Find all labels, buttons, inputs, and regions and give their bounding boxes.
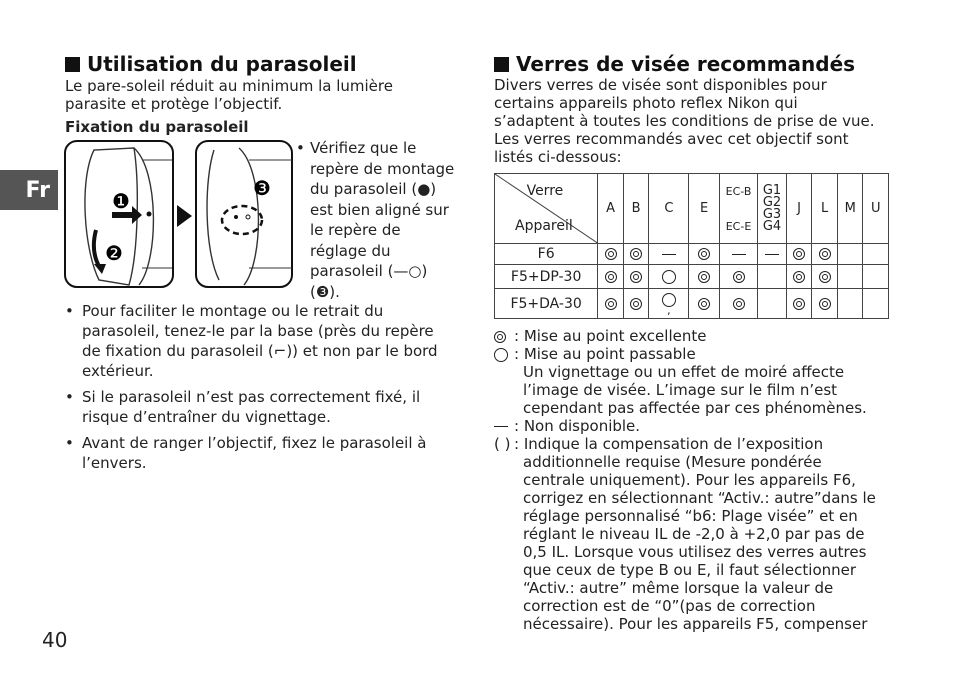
table-cell [623, 289, 649, 319]
acceptable-icon [494, 348, 508, 362]
step-2-marker: ❷ [105, 241, 123, 265]
legend [494, 327, 894, 633]
excellent-icon [630, 248, 642, 260]
header-line: G4 [762, 218, 782, 234]
legend-extra-line: centrale uniquement). Pour les appareils F6, [523, 471, 856, 489]
excellent-icon [793, 298, 805, 310]
acceptable-icon [662, 270, 676, 284]
table-cell [812, 244, 838, 265]
hood-intro [65, 77, 393, 113]
legend-item [494, 417, 894, 435]
camera-cell: F5+DP-30 [495, 265, 598, 289]
corner-top-label: Verre [526, 183, 564, 199]
hood-notes-list [65, 301, 475, 479]
lens-outline-2 [239, 148, 258, 285]
hood-subtitle: Fixation du parasoleil [65, 118, 249, 136]
table-cell [598, 265, 624, 289]
hood-outline-2 [207, 150, 219, 280]
table-header-cell: J [786, 174, 812, 244]
section-square-icon [65, 57, 80, 72]
header-line: EC-E [725, 219, 752, 233]
table-cell [649, 289, 689, 319]
excellent-icon [793, 271, 805, 283]
mount-dot [147, 212, 152, 217]
table-header-cell: L [812, 174, 838, 244]
excellent-icon [630, 271, 642, 283]
excellent-icon [630, 298, 642, 310]
bullet-dot: • [296, 139, 305, 157]
camera-cell: F6 [495, 244, 598, 265]
legend-extra-line: que ceux de type B ou E, il faut sélectionner [523, 561, 857, 579]
alignment-note-line: le repère de [310, 221, 401, 239]
excellent-icon [733, 271, 745, 283]
legend-extra-line: l’image de visée. L’image sur le film n’est [523, 381, 838, 399]
alignment-note-line: parasoleil (—○) [310, 262, 428, 280]
note-item: • Si le parasoleil n’est pas correctement fixé, il risque d’entraîner du vignettage. [65, 388, 421, 426]
alignment-highlight [222, 206, 262, 234]
legend-text: : Non disponible. [514, 417, 641, 435]
table-cell [649, 265, 689, 289]
table-cell [786, 265, 812, 289]
table-cell [837, 289, 863, 319]
excellent-icon [494, 331, 506, 343]
table-cell [623, 244, 649, 265]
step-3-marker: ❸ [253, 176, 271, 200]
excellent-icon [733, 298, 745, 310]
table-cell [812, 265, 838, 289]
legend-text: : Mise au point passable [514, 345, 696, 363]
table-cell [598, 289, 624, 319]
section-title-hood [65, 52, 357, 76]
table-cell [719, 244, 757, 265]
table-cell [689, 244, 719, 265]
alignment-note-line: Vérifiez que le [310, 139, 417, 157]
parentheses-symbol: ( ) [494, 435, 511, 453]
alignment-note-line: (❸). [310, 282, 340, 301]
hood-intro-line: Le pare-soleil réduit au minimum la lumière [65, 77, 393, 95]
header-line: G3 [762, 206, 782, 222]
alignment-note-line: du parasoleil (●) [310, 180, 437, 198]
excellent-icon [819, 298, 831, 310]
hood-intro-line: parasite et protège l’objectif. [65, 95, 283, 113]
section-title-screens [494, 52, 855, 76]
legend-item [494, 435, 894, 633]
excellent-icon [793, 248, 805, 260]
note-item: • Pour faciliter le montage ou le retrait du parasoleil, tenez-le par la base (près du repère de fixation du parasoleil (⌐)) et non par le bord extérieur. [65, 302, 438, 380]
legend-text: : Mise au point excellente [514, 327, 707, 345]
table-header-cell-ec [719, 174, 757, 244]
table-header-cell: B [623, 174, 649, 244]
legend-extra-line: additionnelle requise (Mesure pondérée [523, 453, 822, 471]
table-cell [719, 289, 757, 319]
legend-item [494, 327, 894, 345]
header-line: G1 [762, 182, 782, 198]
unavailable-icon [732, 254, 746, 255]
unavailable-icon [662, 254, 676, 255]
excellent-icon [605, 271, 617, 283]
section-square-icon [494, 57, 509, 72]
excellent-icon [819, 271, 831, 283]
table-row [495, 289, 889, 319]
alignment-note [296, 138, 454, 302]
table-cell [649, 244, 689, 265]
camera-cell: F5+DA-30 [495, 289, 598, 319]
alignment-note-line: est bien aligné sur [310, 200, 449, 219]
alignment-note-line: réglage du [310, 241, 391, 260]
section-title-hood-text: Utilisation du parasoleil [87, 52, 357, 76]
section-title-screens-text: Verres de visée recommandés [516, 52, 856, 76]
rotate-arrow-icon [94, 230, 100, 268]
table-row [495, 265, 889, 289]
table-cell [786, 289, 812, 319]
table-cell [758, 244, 787, 265]
excellent-icon [605, 298, 617, 310]
table-cell [863, 289, 889, 319]
screens-intro-line: Les verres recommandés avec cet objectif sont [494, 130, 849, 148]
header-line: G2 [762, 194, 782, 210]
table-cell [598, 244, 624, 265]
screens-intro-line: certains appareils photo reflex Nikon qui [494, 94, 798, 112]
table-cell [719, 265, 757, 289]
legend-extra-line: correction est de “0”(pas de correction [523, 597, 816, 615]
screens-intro-line: listés ci-dessous: [494, 148, 622, 166]
unavailable-icon [494, 426, 508, 427]
step-1-marker: ❶ [112, 189, 130, 213]
table-cell [758, 265, 787, 289]
header-line: EC-B [725, 184, 752, 198]
table-cell [623, 265, 649, 289]
table-cell [863, 244, 889, 265]
legend-extra-line: “Activ.: autre” même lorsque la valeur de [523, 579, 834, 597]
table-header-cell: A [598, 174, 624, 244]
sequence-arrow-icon [177, 205, 192, 227]
table-cell [812, 289, 838, 319]
legend-extra-line: corrigez en sélectionnant “Activ.: autre”dans le [523, 489, 876, 507]
legend-extra-line: réglant le niveau IL de -2,0 à +2,0 par pas de [523, 525, 865, 543]
setting-mark [246, 215, 250, 219]
mount-dot [234, 215, 238, 219]
screens-table [494, 173, 889, 319]
table-header-cell: E [689, 174, 719, 244]
legend-extra-line: nécessaire). Pour les appareils F5, compenser [523, 615, 868, 633]
table-header-cell-g [758, 174, 787, 244]
legend-text: : Indique la compensation de l’exposition [514, 435, 824, 453]
excellent-icon [698, 298, 710, 310]
legend-extra-line: réglage personnalisé “b6: Plage visée” et en [523, 507, 858, 525]
alignment-note-line: repère de montage [310, 159, 455, 178]
table-cell [689, 265, 719, 289]
table-header-cell: C [649, 174, 689, 244]
comma-mark: , [667, 303, 671, 317]
legend-extra-line: cependant pas affectée par ces phénomènes. [523, 399, 867, 417]
table-cell [837, 265, 863, 289]
table-corner-cell [495, 174, 598, 244]
table-header-row [495, 174, 889, 244]
table-cell [689, 289, 719, 319]
excellent-icon [698, 248, 710, 260]
table-cell [758, 289, 787, 319]
screens-intro-line: Divers verres de visée sont disponibles pour [494, 76, 827, 94]
table-header-cell: U [863, 174, 889, 244]
excellent-icon [819, 248, 831, 260]
hood-attachment-figure [64, 140, 294, 290]
legend-item [494, 345, 894, 417]
page-number: 40 [42, 628, 68, 652]
corner-bottom-label: Appareil [515, 218, 573, 234]
note-item: • Avant de ranger l’objectif, fixez le parasoleil à l’envers. [65, 434, 427, 472]
table-row [495, 244, 889, 265]
excellent-icon [698, 271, 710, 283]
screens-intro [494, 76, 875, 166]
legend-extra-line: 0,5 IL. Lorsque vous utilisez des verres autres [523, 543, 867, 561]
screens-intro-line: s’adaptent à toutes les conditions de prise de vue. [494, 112, 875, 130]
legend-extra-line: Un vignettage ou un effet de moiré affecte [523, 363, 845, 381]
table-cell [863, 265, 889, 289]
table-header-cell: M [837, 174, 863, 244]
language-tab: Fr [0, 170, 58, 210]
table-cell [786, 244, 812, 265]
table-cell [837, 244, 863, 265]
unavailable-icon [765, 254, 779, 255]
table-body [495, 244, 889, 319]
excellent-icon [605, 248, 617, 260]
